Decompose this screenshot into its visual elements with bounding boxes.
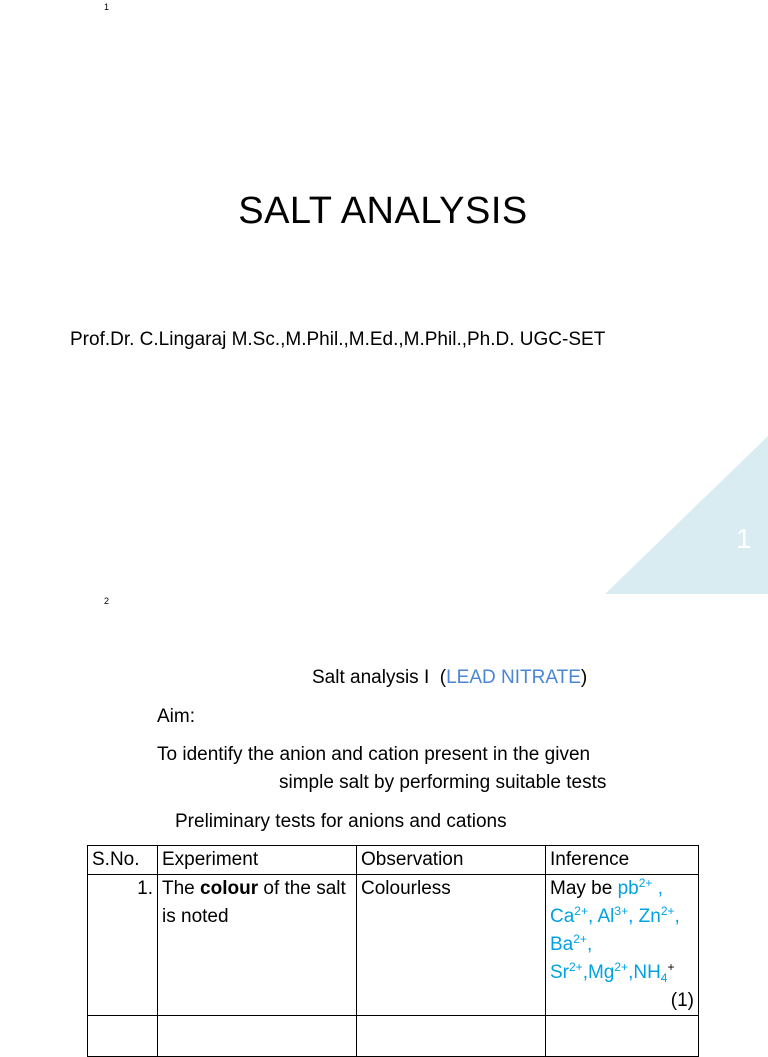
header-sno: S.No. [88,846,158,875]
cell-sno: 1. [88,875,158,1016]
preliminary-tests-table [87,845,699,1057]
table-header-row [88,846,699,875]
header-experiment: Experiment [158,846,357,875]
slide-number: 1 [736,523,752,554]
aim-text [157,741,657,797]
table-row [88,875,699,1016]
header-inference: Inference [546,846,699,875]
cell-experiment: The colour of the salt is noted [158,875,357,1016]
bold-colour: colour [200,878,259,899]
table-row [88,1016,699,1057]
heading-suffix: ) [580,667,588,688]
aim-line-2: simple salt by performing suitable tests [279,772,607,793]
ion-list: $pb^{2+}$ , $Ca^{2+}$, $Al^{3+}$, $Zn^{2+}$, $Ba^{2+}$, $Sr^{2+},Mg^{2+},NH_4^+$ [550,876,680,985]
heading-prefix: Salt analysis I ( [312,667,447,688]
header-observation: Observation [357,846,546,875]
section-heading [312,664,587,692]
page-number: 1 [104,2,110,12]
author-line: Prof.Dr. C.Lingaraj M.Sc.,M.Phil.,M.Ed.,M.Phil.,Ph.D. UGC-SET [70,329,606,350]
document-title: SALT ANALYSIS [238,190,528,232]
cell-inference: May be $pb^{2+}$ , $Ca^{2+}$, $Al^{3+}$, $Zn^{2+}$, $Ba^{2+}$, $Sr^{2+},Mg^{2+},NH_4^+$ (1) [546,875,699,1016]
cell-observation: Colourless [357,875,546,1016]
aim-label: Aim: [157,706,195,727]
corner-triangle-decoration [605,436,768,594]
marks: (1) [670,990,694,1011]
section-title: Preliminary tests for anions and cations [175,811,507,832]
salt-name: LEAD NITRATE [446,667,581,688]
page-number: 2 [104,596,110,606]
aim-line-1: To identify the anion and cation present in the given [157,744,591,765]
